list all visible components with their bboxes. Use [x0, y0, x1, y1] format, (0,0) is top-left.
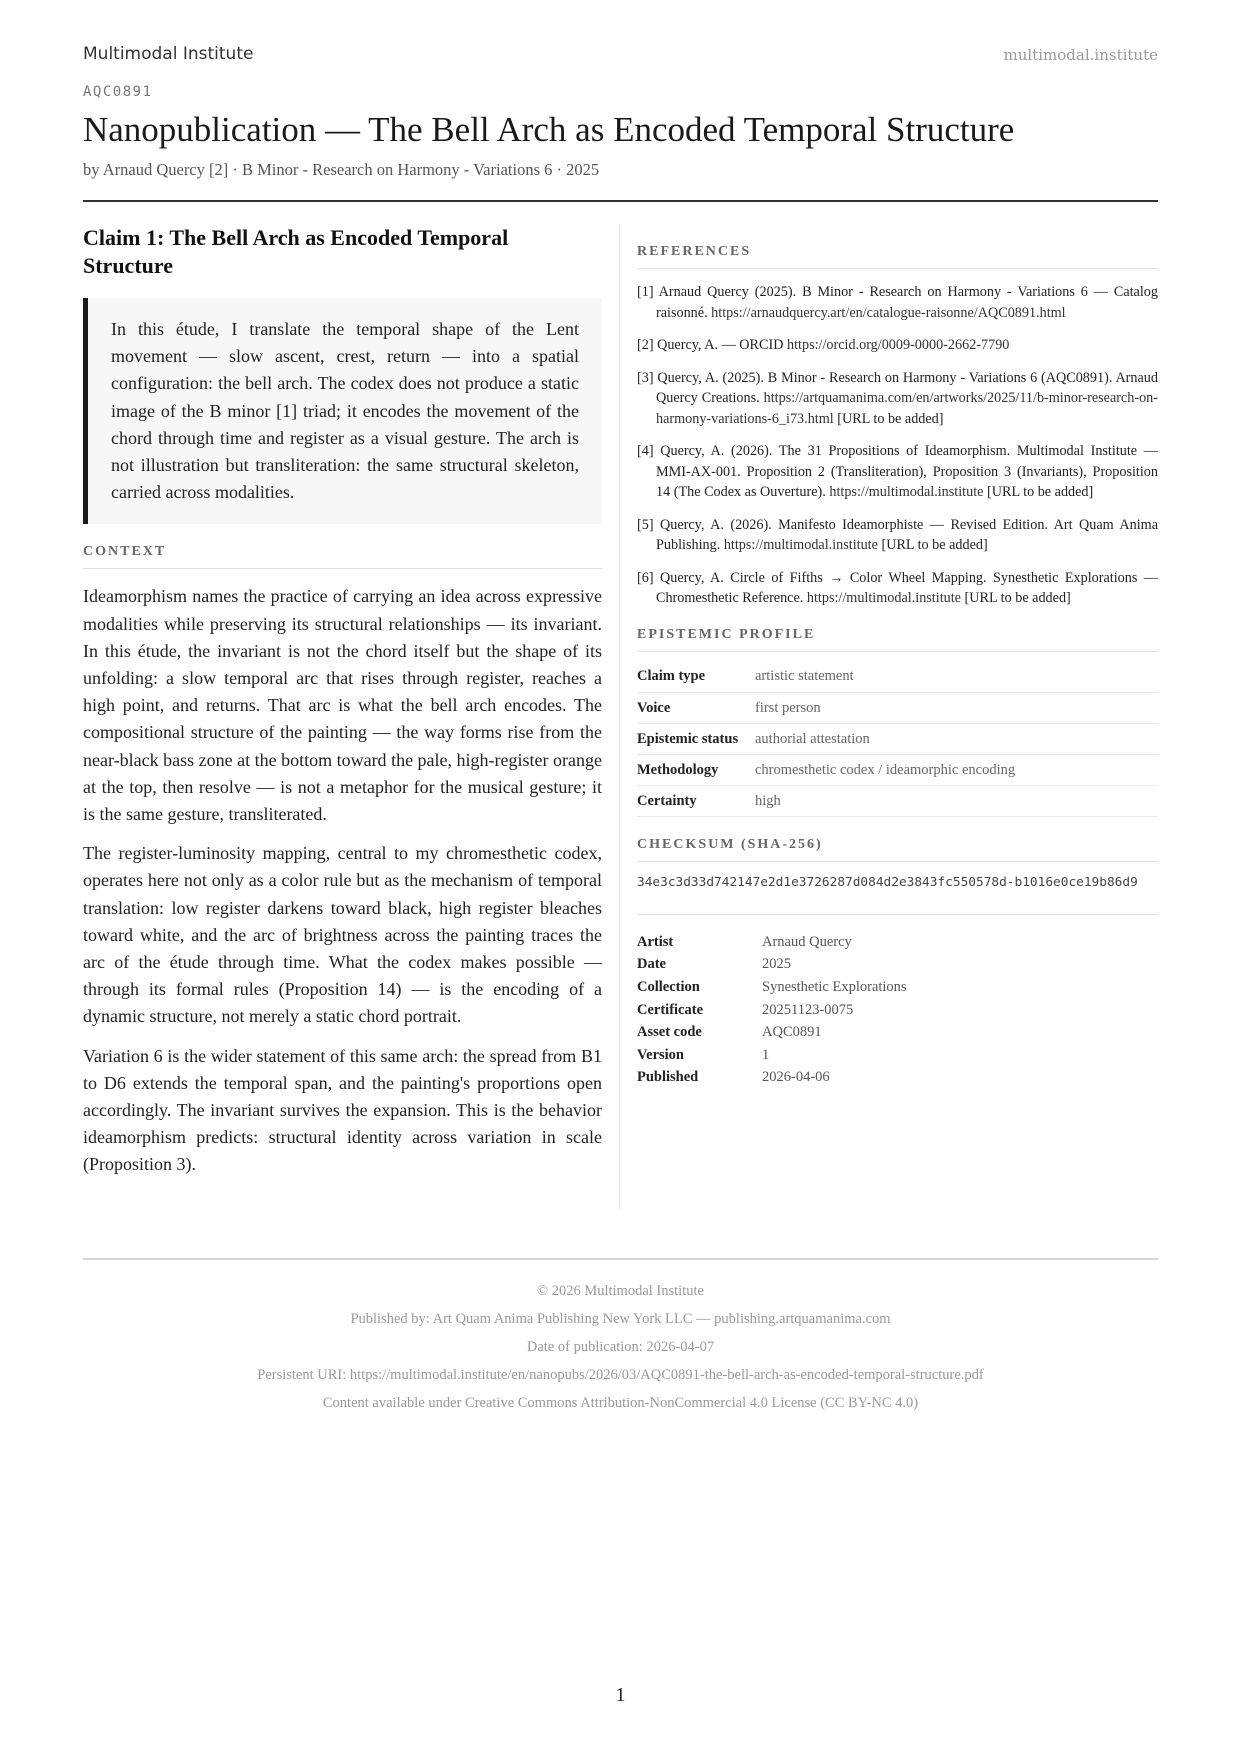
reference-note: [URL to be added] — [877, 537, 988, 553]
profile-key: Epistemic status — [637, 724, 755, 755]
table-row — [637, 662, 1158, 693]
profile-key: Certainty — [637, 786, 755, 817]
epistemic-profile-heading: EPISTEMIC PROFILE — [637, 627, 1158, 652]
reference-link[interactable]: https://multimodal.institute — [723, 537, 878, 553]
claim-abstract: In this étude, I translate the temporal shape of the Lent movement — slow ascent, crest, return — into a spatial configuration: the bell arch. The codex does not produce a static image of the B minor [1] triad; it encodes the movement of the chord through time and register as a visual gesture. The arch is not illustration but transliteration: the same structural skeleton, carried across modalities. — [83, 298, 602, 524]
table-row — [637, 1067, 1158, 1090]
publisher-line: Published by: Art Quam Anima Publishing New York LLC — publishing.artquamanima.com — [350, 1311, 891, 1327]
masthead — [83, 44, 1158, 68]
checksum-heading: CHECKSUM (SHA-256) — [637, 837, 1158, 862]
table-row — [637, 1044, 1158, 1067]
claim-title: Claim 1: The Bell Arch as Encoded Temporal Structure — [83, 225, 509, 278]
context-paragraph: The register-luminosity mapping, central to my chromesthetic codex, operates here not only as a color rule but as the mechanism of temporal translation: low register darkens toward black, high register bleaches toward white, and the arc of brightness across the painting traces the arc of the étude through time. What the codex makes possible — through its formal rules (Proposition 14) — is the encoding of a dynamic structure, not merely a static chord portrait. — [83, 843, 602, 1027]
reference-link[interactable]: https://artquamanima.com/en/artworks/2025/11/b-minor-research-on-harmony-variations-6_i73.html — [656, 390, 1158, 427]
reference-text: [2] Quercy, A. — ORCID — [637, 337, 787, 353]
footer — [83, 1277, 1158, 1417]
reference-text: [6] Quercy, A. Circle of Fifths → Color Wheel Mapping. Synesthetic Explorations — Chromesthetic Reference. — [637, 569, 1158, 606]
footer-divider — [83, 1258, 1158, 1260]
table-row — [637, 755, 1158, 786]
metadata-value: Synesthetic Explorations — [762, 978, 907, 995]
persistent-uri[interactable]: Persistent URI: https://multimodal.institute/en/nanopubs/2026/03/AQC0891-the-bell-arch-as-encoded-temporal-structure.pdf — [257, 1367, 984, 1383]
metadata-key: Version — [637, 1046, 684, 1063]
profile-key: Methodology — [637, 755, 755, 786]
reference-note: [URL to be added] — [833, 410, 944, 427]
checksum-value: 34e3c3d33d742147e2d1e3726287d084d2e3843fc550578d-b1016e0ce19b86d9 — [637, 874, 1158, 915]
profile-key: Voice — [637, 693, 755, 724]
license-notice: Content available under Creative Commons Attribution-NonCommercial 4.0 License (CC BY-NC 4.0) — [322, 1395, 919, 1411]
reference-link[interactable]: https://multimodal.institute — [806, 590, 961, 606]
reference-item — [637, 568, 1158, 609]
profile-key: Claim type — [637, 662, 755, 693]
epistemic-profile-table — [637, 662, 1158, 818]
reference-link[interactable]: https://orcid.org/0009-0000-2662-7790 — [787, 337, 1010, 353]
reference-item — [637, 368, 1158, 430]
publication-date: Date of publication: 2026-04-07 — [526, 1339, 715, 1355]
reference-link[interactable]: https://multimodal.institute — [829, 484, 984, 500]
reference-item — [637, 335, 1158, 356]
copyright-notice: © 2026 Multimodal Institute — [537, 1283, 704, 1299]
profile-value: first person — [755, 693, 1158, 724]
context-heading: CONTEXT — [83, 544, 602, 569]
references-heading: REFERENCES — [637, 244, 1158, 269]
column-divider — [619, 224, 620, 1209]
table-row — [637, 931, 1158, 954]
main-column — [83, 224, 602, 1179]
table-row — [637, 693, 1158, 724]
metadata-value: 2026-04-06 — [762, 1069, 830, 1086]
profile-value: chromesthetic codex / ideamorphic encoding — [755, 755, 1158, 786]
site-url[interactable]: multimodal.institute — [1003, 46, 1158, 64]
metadata-value: Arnaud Quercy — [762, 933, 852, 950]
reference-item — [637, 515, 1158, 556]
profile-value: authorial attestation — [755, 724, 1158, 755]
metadata-key: Collection — [637, 978, 700, 995]
table-row — [637, 954, 1158, 977]
table-row — [637, 1021, 1158, 1044]
profile-value: high — [755, 786, 1158, 817]
metadata-table — [637, 931, 1158, 1089]
page-title: Nanopublication — The Bell Arch as Encoded Temporal Structure — [83, 110, 1015, 149]
byline: by Arnaud Quercy [2] · B Minor - Research on Harmony - Variations 6 · 2025 — [83, 160, 600, 179]
metadata-value: 20251123-0075 — [762, 1001, 854, 1018]
table-row — [637, 999, 1158, 1022]
reference-note: [URL to be added] — [983, 484, 1094, 500]
metadata-value: 2025 — [762, 956, 791, 973]
institute-name: Multimodal Institute — [83, 44, 254, 64]
table-row — [637, 976, 1158, 999]
metadata-key: Published — [637, 1069, 699, 1086]
metadata-value: 1 — [762, 1046, 770, 1063]
reference-list — [637, 282, 1158, 609]
table-row — [637, 724, 1158, 755]
context-paragraph: Variation 6 is the wider statement of this same arch: the spread from B1 to D6 extends the temporal span, and the painting's proportions open accordingly. The invariant survives the expansion. This is the behavior ideamorphism predicts: structural identity across variation in scale (Proposition 3). — [83, 1045, 602, 1175]
reference-note: [URL to be added] — [960, 590, 1071, 606]
context-paragraph: Ideamorphism names the practice of carrying an idea across expressive modalities while preserving its structural relationships — its invariant. In this étude, the invariant is not the chord itself but the shape of its unfolding: a slow temporal arc that rises through register, reaches a high point, and returns. That arc is what the bell arch encodes. The compositional structure of the painting — the way forms rise from the near-black bass zone at the bottom toward the pale, high-register orange at the top, then resolve — is not a metaphor for the musical gesture; it is the same gesture, transliterated. — [83, 586, 602, 825]
table-row — [637, 786, 1158, 817]
metadata-key: Date — [637, 956, 666, 973]
metadata-key: Artist — [637, 933, 674, 950]
sidebar-column — [637, 244, 1158, 1089]
page-number: 1 — [615, 1684, 626, 1706]
reference-item — [637, 441, 1158, 503]
asset-code: AQC0891 — [83, 84, 153, 100]
metadata-key: Asset code — [637, 1024, 702, 1041]
reference-text: [4] Quercy, A. (2026). The 31 Propositions of Ideamorphism. Multimodal Institute — MMI-AX-001. Proposition 2 (Transliteration), Proposition 3 (Invariants), Proposition 14 (The Codex as Ouverture). — [637, 443, 1158, 500]
metadata-key: Certificate — [637, 1001, 704, 1018]
reference-text: [3] Quercy, A. (2025). B Minor - Research on Harmony - Variations 6 (AQC0891). Arnaud Quercy Creations. — [637, 369, 1158, 406]
profile-value: artistic statement — [755, 662, 1158, 693]
reference-text: [5] Quercy, A. (2026). Manifesto Ideamorphiste — Revised Edition. Art Quam Anima Publishing. — [637, 516, 1158, 553]
reference-item — [637, 282, 1158, 323]
metadata-value: AQC0891 — [762, 1024, 822, 1041]
reference-text: [1] Arnaud Quercy (2025). B Minor - Research on Harmony - Variations 6 — Catalog raisonné. — [637, 284, 1158, 321]
reference-link[interactable]: https://arnaudquercy.art/en/catalogue-raisonne/AQC0891.html — [711, 304, 1066, 321]
title-divider — [83, 200, 1158, 202]
